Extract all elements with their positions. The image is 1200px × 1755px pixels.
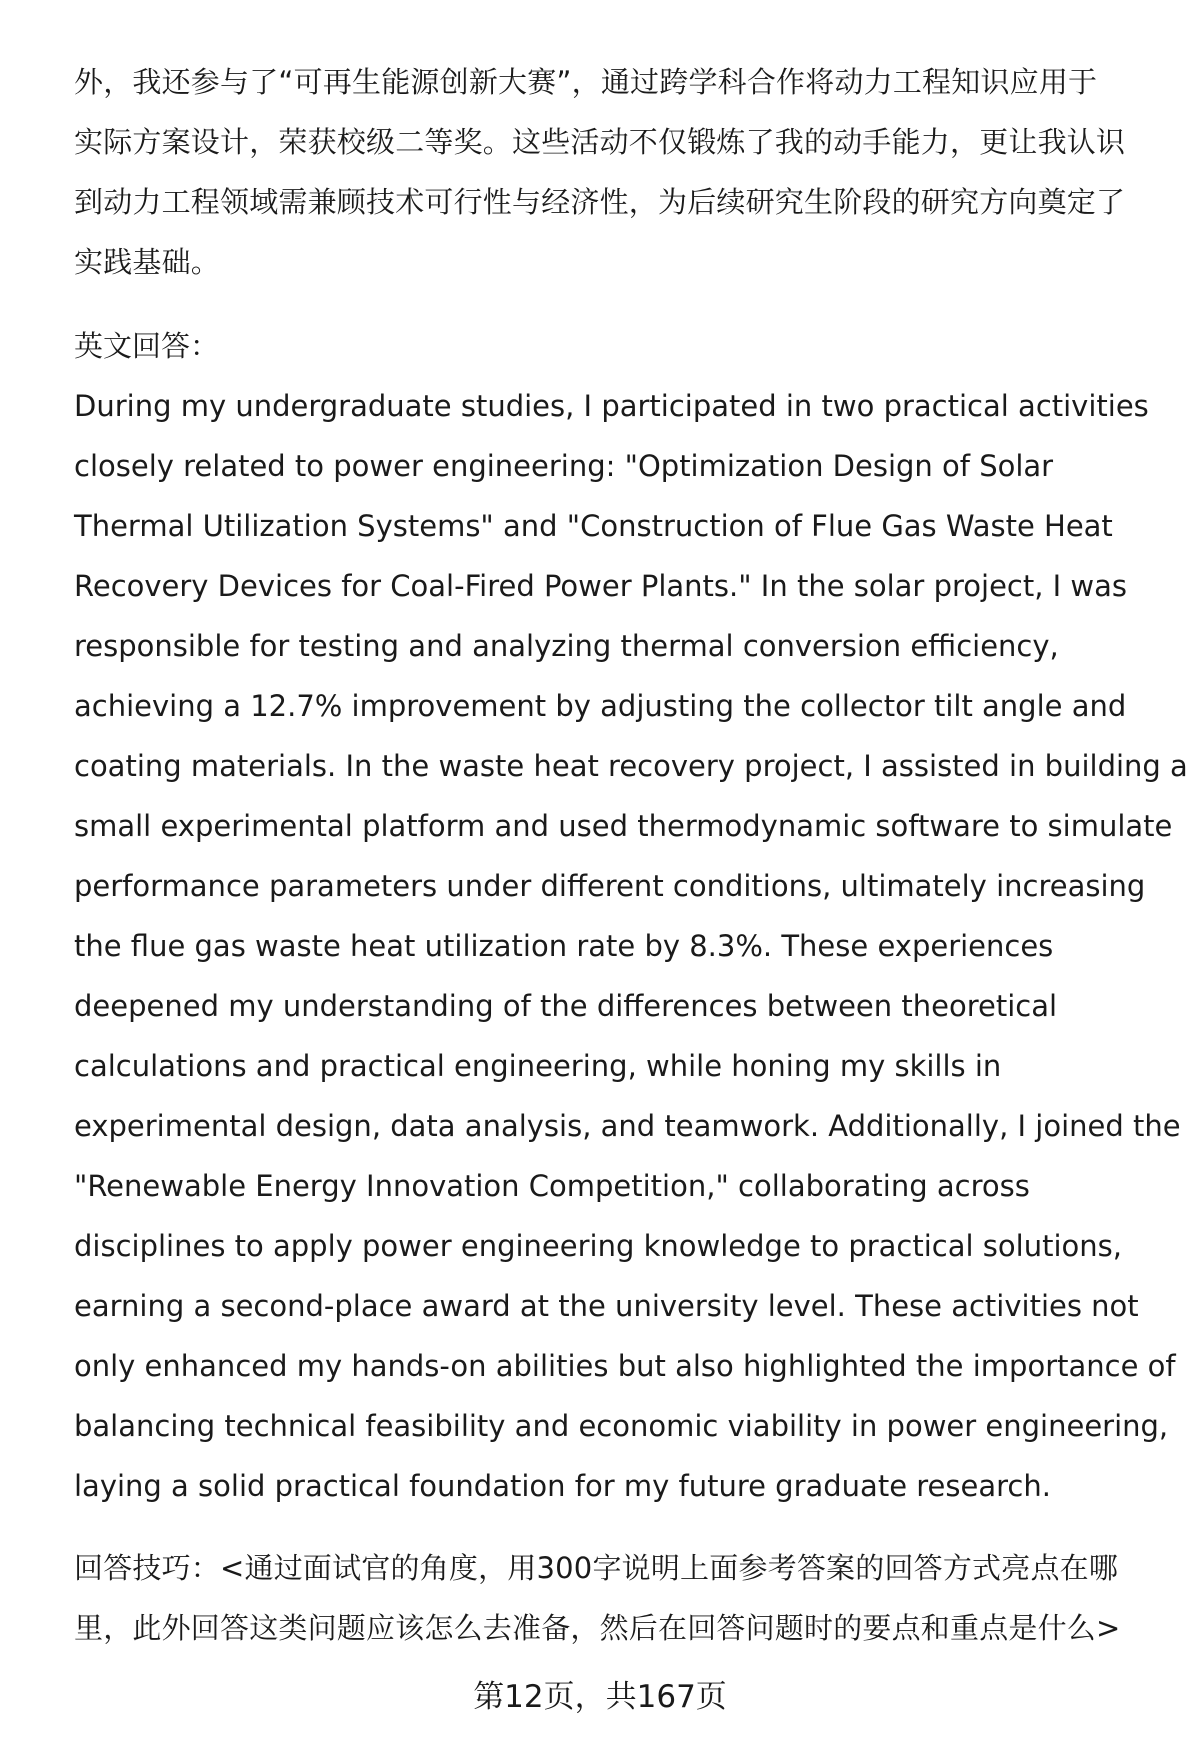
text-line: During my undergraduate studies, I participated in two practical activities — [74, 389, 1149, 423]
chinese-paragraph — [74, 52, 1154, 292]
text-line: earning a second-place award at the university level. These activities not — [74, 1289, 1139, 1323]
text-line: 实践基础。 — [74, 245, 221, 279]
answer-tips-paragraph — [74, 1538, 1154, 1658]
text-line: 到动力工程领域需兼顾技术可行性与经济性，为后续研究生阶段的研究方向奠定了 — [74, 185, 1126, 219]
text-line: laying a solid practical foundation for my future graduate research. — [74, 1469, 1051, 1503]
text-line: closely related to power engineering: "Optimization Design of Solar — [74, 449, 1054, 483]
text-line: 外，我还参与了“可再生能源创新大赛”，通过跨学科合作将动力工程知识应用于 — [74, 65, 1098, 99]
text-line: calculations and practical engineering, while honing my skills in — [74, 1049, 1002, 1083]
text-line: balancing technical feasibility and economic viability in power engineering, — [74, 1409, 1169, 1443]
english-answer-label: 英文回答： — [74, 329, 220, 363]
text-line: achieving a 12.7% improvement by adjusting the collector tilt angle and — [74, 689, 1127, 723]
text-line: deepened my understanding of the differences between theoretical — [74, 989, 1058, 1023]
text-line: 里，此外回答这类问题应该怎么去准备，然后在回答问题时的要点和重点是什么> — [74, 1611, 1121, 1645]
text-line: "Renewable Energy Innovation Competition," collaborating across — [74, 1169, 1030, 1203]
text-line: coating materials. In the waste heat recovery project, I assisted in building a — [74, 749, 1188, 783]
text-line: experimental design, data analysis, and teamwork. Additionally, I joined the — [74, 1109, 1181, 1143]
text-line: responsible for testing and analyzing thermal conversion efficiency, — [74, 629, 1059, 663]
text-line: disciplines to apply power engineering knowledge to practical solutions, — [74, 1229, 1122, 1263]
text-line: small experimental platform and used thermodynamic software to simulate — [74, 809, 1173, 843]
text-line: 回答技巧：<通过面试官的角度，用300字说明上面参考答案的回答方式亮点在哪 — [74, 1551, 1119, 1585]
text-line: the flue gas waste heat utilization rate by 8.3%. These experiences — [74, 929, 1054, 963]
text-line: Thermal Utilization Systems" and "Construction of Flue Gas Waste Heat — [74, 509, 1113, 543]
text-line: Recovery Devices for Coal-Fired Power Plants." In the solar project, I was — [74, 569, 1128, 603]
text-line: performance parameters under different conditions, ultimately increasing — [74, 869, 1146, 903]
page-content — [74, 52, 1188, 1658]
page-number-footer: 第12页，共167页 — [473, 1679, 727, 1715]
english-paragraph — [74, 376, 1188, 1516]
text-line: only enhanced my hands-on abilities but also highlighted the importance of — [74, 1349, 1176, 1383]
text-line: 实际方案设计，荣获校级二等奖。这些活动不仅锻炼了我的动手能力，更让我认识 — [74, 125, 1126, 159]
